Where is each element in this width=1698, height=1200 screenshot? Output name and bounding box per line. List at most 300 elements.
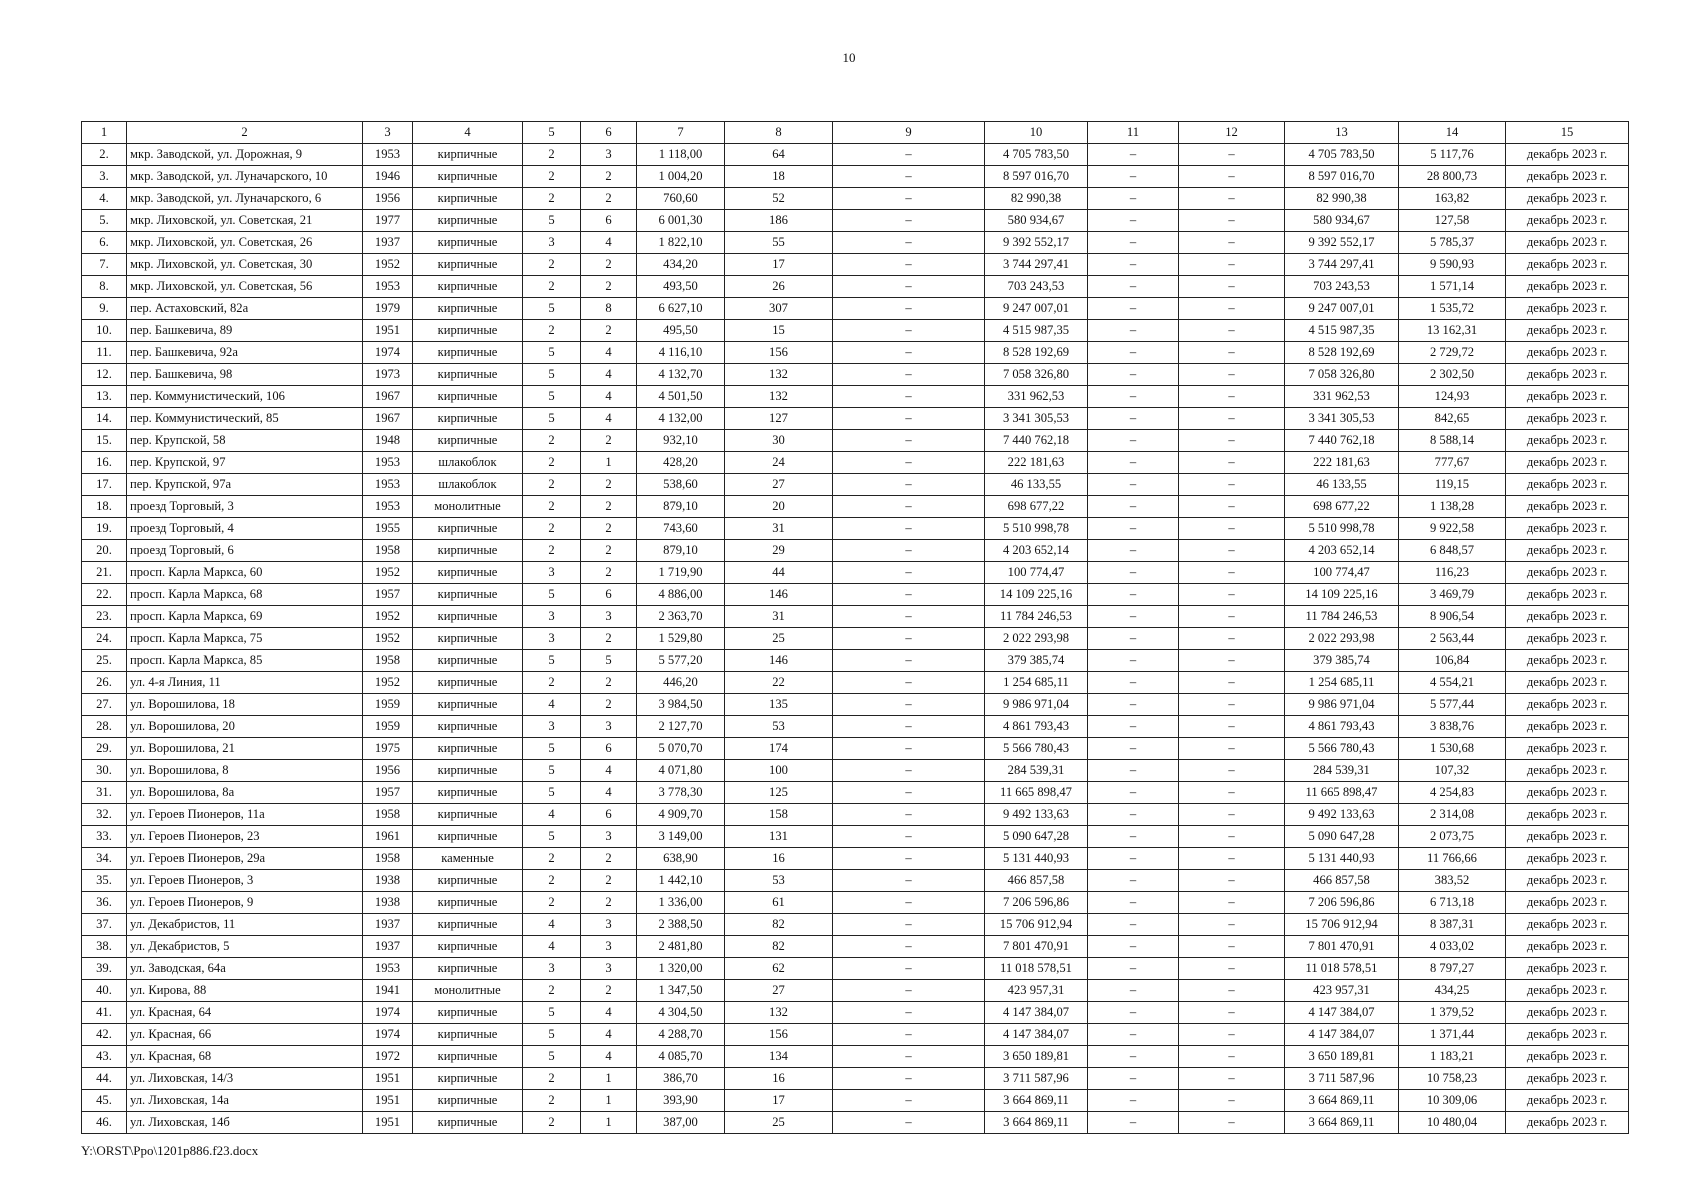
table-cell-col-6: 1 [581, 452, 637, 474]
table-row [82, 1068, 1629, 1090]
table-cell-col-14: 842,65 [1399, 408, 1506, 430]
table-cell-col-10: 4 203 652,14 [985, 540, 1088, 562]
table-cell-col-9: – [833, 364, 985, 386]
table-cell-col-10: 423 957,31 [985, 980, 1088, 1002]
table-cell-col-2: пер. Башкевича, 92а [127, 342, 363, 364]
table-cell-col-12: – [1179, 144, 1285, 166]
table-cell-col-11: – [1088, 584, 1179, 606]
table-cell-col-9: – [833, 826, 985, 848]
table-cell-col-10: 9 247 007,01 [985, 298, 1088, 320]
table-cell-col-9: – [833, 254, 985, 276]
table-cell-col-2: пер. Крупской, 97а [127, 474, 363, 496]
table-cell-col-10: 379 385,74 [985, 650, 1088, 672]
table-cell-col-14: 1 371,44 [1399, 1024, 1506, 1046]
table-cell-col-5: 2 [523, 144, 581, 166]
table-cell-col-7: 2 127,70 [637, 716, 725, 738]
table-cell-col-7: 1 320,00 [637, 958, 725, 980]
table-cell-col-11: – [1088, 628, 1179, 650]
table-cell-col-2: ул. Героев Пионеров, 29а [127, 848, 363, 870]
table-cell-col-6: 3 [581, 958, 637, 980]
table-cell-col-9: – [833, 584, 985, 606]
table-cell-col-4: кирпичные [413, 804, 523, 826]
table-cell-col-2: ул. Декабристов, 5 [127, 936, 363, 958]
table-cell-col-5: 2 [523, 1090, 581, 1112]
table-cell-col-4: кирпичные [413, 1024, 523, 1046]
table-cell-col-6: 6 [581, 210, 637, 232]
table-cell-col-4: монолитные [413, 980, 523, 1002]
table-cell-col-12: – [1179, 804, 1285, 826]
table-cell-col-13: 423 957,31 [1285, 980, 1399, 1002]
table-cell-col-1: 25. [82, 650, 127, 672]
table-cell-col-11: – [1088, 1090, 1179, 1112]
table-cell-col-7: 1 529,80 [637, 628, 725, 650]
table-cell-col-10: 7 206 596,86 [985, 892, 1088, 914]
table-cell-col-3: 1974 [363, 1002, 413, 1024]
table-cell-col-9: – [833, 232, 985, 254]
table-cell-col-15: декабрь 2023 г. [1506, 694, 1629, 716]
column-header-8: 8 [725, 122, 833, 144]
table-cell-col-7: 428,20 [637, 452, 725, 474]
table-cell-col-5: 5 [523, 584, 581, 606]
table-cell-col-14: 13 162,31 [1399, 320, 1506, 342]
table-cell-col-2: ул. Ворошилова, 8а [127, 782, 363, 804]
table-cell-col-2: проезд Торговый, 3 [127, 496, 363, 518]
table-cell-col-4: кирпичные [413, 914, 523, 936]
table-cell-col-5: 2 [523, 320, 581, 342]
table-cell-col-13: 9 247 007,01 [1285, 298, 1399, 320]
table-cell-col-13: 5 566 780,43 [1285, 738, 1399, 760]
table-cell-col-15: декабрь 2023 г. [1506, 298, 1629, 320]
table-cell-col-11: – [1088, 914, 1179, 936]
table-cell-col-1: 27. [82, 694, 127, 716]
table-cell-col-15: декабрь 2023 г. [1506, 342, 1629, 364]
table-cell-col-14: 777,67 [1399, 452, 1506, 474]
table-cell-col-2: просп. Карла Маркса, 85 [127, 650, 363, 672]
table-cell-col-4: кирпичные [413, 342, 523, 364]
table-cell-col-9: – [833, 672, 985, 694]
table-cell-col-14: 434,25 [1399, 980, 1506, 1002]
table-cell-col-14: 4 554,21 [1399, 672, 1506, 694]
table-cell-col-10: 331 962,53 [985, 386, 1088, 408]
table-cell-col-10: 7 058 326,80 [985, 364, 1088, 386]
table-cell-col-11: – [1088, 364, 1179, 386]
table-cell-col-2: просп. Карла Маркса, 60 [127, 562, 363, 584]
table-cell-col-2: мкр. Лиховской, ул. Советская, 56 [127, 276, 363, 298]
table-cell-col-12: – [1179, 320, 1285, 342]
table-row [82, 298, 1629, 320]
table-cell-col-9: – [833, 562, 985, 584]
table-cell-col-12: – [1179, 1112, 1285, 1134]
table-cell-col-3: 1957 [363, 782, 413, 804]
table-cell-col-2: пер. Коммунистический, 85 [127, 408, 363, 430]
table-cell-col-12: – [1179, 540, 1285, 562]
table-cell-col-15: декабрь 2023 г. [1506, 1090, 1629, 1112]
table-cell-col-9: – [833, 408, 985, 430]
page-number: 10 [842, 50, 856, 65]
table-cell-col-4: кирпичные [413, 562, 523, 584]
table-cell-col-8: 31 [725, 518, 833, 540]
table-cell-col-10: 3 664 869,11 [985, 1112, 1088, 1134]
table-cell-col-2: ул. Ворошилова, 20 [127, 716, 363, 738]
table-cell-col-11: – [1088, 232, 1179, 254]
table-cell-col-8: 158 [725, 804, 833, 826]
table-cell-col-15: декабрь 2023 г. [1506, 430, 1629, 452]
table-cell-col-2: просп. Карла Маркса, 75 [127, 628, 363, 650]
table-cell-col-2: ул. Заводская, 64а [127, 958, 363, 980]
table-cell-col-6: 6 [581, 804, 637, 826]
table-cell-col-1: 16. [82, 452, 127, 474]
table-row [82, 584, 1629, 606]
table-cell-col-8: 132 [725, 364, 833, 386]
table-cell-col-5: 2 [523, 452, 581, 474]
table-cell-col-14: 9 590,93 [1399, 254, 1506, 276]
table-row [82, 276, 1629, 298]
table-cell-col-1: 42. [82, 1024, 127, 1046]
table-cell-col-9: – [833, 386, 985, 408]
table-cell-col-11: – [1088, 848, 1179, 870]
table-cell-col-8: 146 [725, 584, 833, 606]
table-cell-col-10: 698 677,22 [985, 496, 1088, 518]
table-cell-col-5: 3 [523, 562, 581, 584]
table-cell-col-15: декабрь 2023 г. [1506, 958, 1629, 980]
table-cell-col-12: – [1179, 166, 1285, 188]
table-cell-col-12: – [1179, 826, 1285, 848]
table-cell-col-8: 16 [725, 848, 833, 870]
table-cell-col-6: 6 [581, 738, 637, 760]
table-cell-col-14: 163,82 [1399, 188, 1506, 210]
table-cell-col-2: пер. Крупской, 97 [127, 452, 363, 474]
table-row [82, 1046, 1629, 1068]
table-cell-col-9: – [833, 452, 985, 474]
table-cell-col-4: кирпичные [413, 782, 523, 804]
table-cell-col-4: кирпичные [413, 232, 523, 254]
table-cell-col-13: 7 206 596,86 [1285, 892, 1399, 914]
table-cell-col-1: 5. [82, 210, 127, 232]
table-cell-col-8: 174 [725, 738, 833, 760]
table-cell-col-9: – [833, 606, 985, 628]
column-header-7: 7 [637, 122, 725, 144]
table-cell-col-15: декабрь 2023 г. [1506, 386, 1629, 408]
table-cell-col-14: 5 577,44 [1399, 694, 1506, 716]
table-cell-col-7: 1 822,10 [637, 232, 725, 254]
table-cell-col-5: 5 [523, 650, 581, 672]
table-cell-col-12: – [1179, 628, 1285, 650]
table-cell-col-11: – [1088, 738, 1179, 760]
table-cell-col-4: кирпичные [413, 518, 523, 540]
table-cell-col-14: 2 073,75 [1399, 826, 1506, 848]
table-cell-col-5: 2 [523, 1068, 581, 1090]
table-cell-col-5: 2 [523, 1112, 581, 1134]
table-cell-col-8: 156 [725, 1024, 833, 1046]
table-cell-col-6: 3 [581, 826, 637, 848]
column-header-2: 2 [127, 122, 363, 144]
table-cell-col-13: 14 109 225,16 [1285, 584, 1399, 606]
table-cell-col-2: ул. Красная, 66 [127, 1024, 363, 1046]
table-cell-col-9: – [833, 144, 985, 166]
table-cell-col-10: 5 131 440,93 [985, 848, 1088, 870]
table-cell-col-3: 1959 [363, 716, 413, 738]
table-cell-col-9: – [833, 210, 985, 232]
table-cell-col-15: декабрь 2023 г. [1506, 628, 1629, 650]
table-cell-col-2: проезд Торговый, 4 [127, 518, 363, 540]
table-cell-col-3: 1955 [363, 518, 413, 540]
table-cell-col-9: – [833, 1068, 985, 1090]
table-cell-col-13: 46 133,55 [1285, 474, 1399, 496]
table-cell-col-11: – [1088, 496, 1179, 518]
table-cell-col-7: 2 363,70 [637, 606, 725, 628]
table-cell-col-15: декабрь 2023 г. [1506, 452, 1629, 474]
table-cell-col-15: декабрь 2023 г. [1506, 518, 1629, 540]
table-row [82, 408, 1629, 430]
table-cell-col-10: 3 744 297,41 [985, 254, 1088, 276]
table-cell-col-12: – [1179, 1090, 1285, 1112]
table-cell-col-9: – [833, 804, 985, 826]
table-cell-col-7: 4 132,70 [637, 364, 725, 386]
table-cell-col-4: кирпичные [413, 958, 523, 980]
table-cell-col-12: – [1179, 188, 1285, 210]
table-cell-col-11: – [1088, 1024, 1179, 1046]
table-cell-col-6: 4 [581, 342, 637, 364]
table-cell-col-12: – [1179, 452, 1285, 474]
table-cell-col-4: шлакоблок [413, 452, 523, 474]
table-row [82, 188, 1629, 210]
table-cell-col-6: 3 [581, 716, 637, 738]
table-cell-col-7: 1 347,50 [637, 980, 725, 1002]
table-cell-col-3: 1972 [363, 1046, 413, 1068]
table-cell-col-11: – [1088, 1068, 1179, 1090]
table-row [82, 166, 1629, 188]
table-cell-col-13: 7 801 470,91 [1285, 936, 1399, 958]
table-cell-col-13: 703 243,53 [1285, 276, 1399, 298]
table-cell-col-5: 2 [523, 540, 581, 562]
table-cell-col-7: 879,10 [637, 496, 725, 518]
table-cell-col-8: 17 [725, 1090, 833, 1112]
table-cell-col-14: 116,23 [1399, 562, 1506, 584]
table-cell-col-2: ул. Героев Пионеров, 3 [127, 870, 363, 892]
table-cell-col-4: кирпичные [413, 1112, 523, 1134]
table-cell-col-4: кирпичные [413, 826, 523, 848]
table-cell-col-1: 30. [82, 760, 127, 782]
table-cell-col-1: 26. [82, 672, 127, 694]
table-cell-col-14: 5 785,37 [1399, 232, 1506, 254]
table-cell-col-6: 4 [581, 364, 637, 386]
table-cell-col-11: – [1088, 320, 1179, 342]
table-cell-col-7: 3 778,30 [637, 782, 725, 804]
table-row [82, 210, 1629, 232]
table-cell-col-7: 3 984,50 [637, 694, 725, 716]
table-cell-col-1: 12. [82, 364, 127, 386]
table-cell-col-6: 2 [581, 320, 637, 342]
table-cell-col-5: 2 [523, 188, 581, 210]
table-cell-col-13: 5 510 998,78 [1285, 518, 1399, 540]
table-cell-col-8: 29 [725, 540, 833, 562]
table-cell-col-6: 2 [581, 628, 637, 650]
table-cell-col-9: – [833, 276, 985, 298]
table-cell-col-2: ул. Декабристов, 11 [127, 914, 363, 936]
table-row [82, 342, 1629, 364]
table-cell-col-1: 24. [82, 628, 127, 650]
table-cell-col-11: – [1088, 804, 1179, 826]
table-row [82, 1112, 1629, 1134]
table-row [82, 738, 1629, 760]
table-row [82, 914, 1629, 936]
table-cell-col-14: 2 729,72 [1399, 342, 1506, 364]
table-cell-col-15: декабрь 2023 г. [1506, 144, 1629, 166]
table-cell-col-1: 2. [82, 144, 127, 166]
table-cell-col-13: 4 147 384,07 [1285, 1002, 1399, 1024]
table-cell-col-13: 331 962,53 [1285, 386, 1399, 408]
table-row [82, 364, 1629, 386]
table-row [82, 694, 1629, 716]
table-cell-col-12: – [1179, 364, 1285, 386]
table-cell-col-3: 1973 [363, 364, 413, 386]
table-cell-col-7: 4 116,10 [637, 342, 725, 364]
column-header-12: 12 [1179, 122, 1285, 144]
table-cell-col-11: – [1088, 694, 1179, 716]
table-cell-col-14: 8 906,54 [1399, 606, 1506, 628]
table-cell-col-6: 8 [581, 298, 637, 320]
table-cell-col-4: кирпичные [413, 1002, 523, 1024]
table-cell-col-14: 3 838,76 [1399, 716, 1506, 738]
table-cell-col-13: 4 515 987,35 [1285, 320, 1399, 342]
table-cell-col-5: 4 [523, 914, 581, 936]
table-cell-col-9: – [833, 760, 985, 782]
table-cell-col-15: декабрь 2023 г. [1506, 540, 1629, 562]
table-cell-col-5: 2 [523, 848, 581, 870]
table-cell-col-1: 3. [82, 166, 127, 188]
table-cell-col-3: 1952 [363, 606, 413, 628]
table-cell-col-15: декабрь 2023 г. [1506, 870, 1629, 892]
table-cell-col-2: проезд Торговый, 6 [127, 540, 363, 562]
table-cell-col-7: 1 336,00 [637, 892, 725, 914]
table-cell-col-2: ул. Кирова, 88 [127, 980, 363, 1002]
table-cell-col-4: кирпичные [413, 298, 523, 320]
table-cell-col-15: декабрь 2023 г. [1506, 188, 1629, 210]
table-cell-col-15: декабрь 2023 г. [1506, 782, 1629, 804]
table-cell-col-1: 14. [82, 408, 127, 430]
table-cell-col-2: ул. Героев Пионеров, 11а [127, 804, 363, 826]
table-cell-col-8: 17 [725, 254, 833, 276]
housing-register-table [81, 121, 1629, 1134]
table-cell-col-3: 1967 [363, 386, 413, 408]
table-cell-col-14: 8 797,27 [1399, 958, 1506, 980]
table-cell-col-9: – [833, 914, 985, 936]
table-cell-col-3: 1959 [363, 694, 413, 716]
table-cell-col-12: – [1179, 914, 1285, 936]
table-cell-col-8: 31 [725, 606, 833, 628]
table-cell-col-10: 8 528 192,69 [985, 342, 1088, 364]
table-row [82, 254, 1629, 276]
table-cell-col-5: 2 [523, 870, 581, 892]
table-cell-col-10: 4 861 793,43 [985, 716, 1088, 738]
table-cell-col-11: – [1088, 254, 1179, 276]
table-cell-col-1: 4. [82, 188, 127, 210]
table-cell-col-7: 386,70 [637, 1068, 725, 1090]
table-cell-col-11: – [1088, 716, 1179, 738]
table-cell-col-4: кирпичные [413, 694, 523, 716]
table-cell-col-9: – [833, 980, 985, 1002]
table-cell-col-13: 11 784 246,53 [1285, 606, 1399, 628]
table-cell-col-2: ул. Героев Пионеров, 9 [127, 892, 363, 914]
table-cell-col-1: 36. [82, 892, 127, 914]
table-cell-col-11: – [1088, 958, 1179, 980]
table-cell-col-14: 3 469,79 [1399, 584, 1506, 606]
column-header-3: 3 [363, 122, 413, 144]
table-cell-col-9: – [833, 298, 985, 320]
table-cell-col-5: 5 [523, 364, 581, 386]
column-header-6: 6 [581, 122, 637, 144]
table-cell-col-13: 3 744 297,41 [1285, 254, 1399, 276]
table-row [82, 958, 1629, 980]
table-cell-col-15: декабрь 2023 г. [1506, 650, 1629, 672]
table-cell-col-13: 8 597 016,70 [1285, 166, 1399, 188]
table-cell-col-8: 25 [725, 628, 833, 650]
table-cell-col-13: 8 528 192,69 [1285, 342, 1399, 364]
table-cell-col-15: декабрь 2023 г. [1506, 584, 1629, 606]
table-cell-col-15: декабрь 2023 г. [1506, 276, 1629, 298]
table-cell-col-9: – [833, 738, 985, 760]
table-cell-col-13: 3 664 869,11 [1285, 1090, 1399, 1112]
table-cell-col-9: – [833, 892, 985, 914]
table-cell-col-2: мкр. Лиховской, ул. Советская, 30 [127, 254, 363, 276]
table-cell-col-6: 2 [581, 892, 637, 914]
table-cell-col-13: 9 492 133,63 [1285, 804, 1399, 826]
table-cell-col-14: 4 033,02 [1399, 936, 1506, 958]
table-cell-col-1: 6. [82, 232, 127, 254]
table-cell-col-3: 1937 [363, 914, 413, 936]
table-cell-col-5: 5 [523, 738, 581, 760]
table-cell-col-15: декабрь 2023 г. [1506, 474, 1629, 496]
table-cell-col-5: 5 [523, 1002, 581, 1024]
table-cell-col-7: 1 004,20 [637, 166, 725, 188]
table-cell-col-14: 8 588,14 [1399, 430, 1506, 452]
table-cell-col-15: декабрь 2023 г. [1506, 496, 1629, 518]
table-cell-col-10: 284 539,31 [985, 760, 1088, 782]
table-cell-col-3: 1967 [363, 408, 413, 430]
table-body [82, 144, 1629, 1134]
table-cell-col-6: 3 [581, 936, 637, 958]
table-cell-col-12: – [1179, 672, 1285, 694]
table-cell-col-15: декабрь 2023 г. [1506, 914, 1629, 936]
table-cell-col-12: – [1179, 694, 1285, 716]
table-cell-col-3: 1979 [363, 298, 413, 320]
column-header-1: 1 [82, 122, 127, 144]
table-cell-col-13: 100 774,47 [1285, 562, 1399, 584]
table-cell-col-5: 2 [523, 166, 581, 188]
table-cell-col-13: 4 147 384,07 [1285, 1024, 1399, 1046]
table-cell-col-15: декабрь 2023 г. [1506, 408, 1629, 430]
table-row [82, 232, 1629, 254]
table-cell-col-13: 4 203 652,14 [1285, 540, 1399, 562]
table-cell-col-12: – [1179, 650, 1285, 672]
table-cell-col-7: 4 909,70 [637, 804, 725, 826]
table-cell-col-14: 1 571,14 [1399, 276, 1506, 298]
table-cell-col-6: 4 [581, 1046, 637, 1068]
table-cell-col-3: 1953 [363, 452, 413, 474]
table-cell-col-14: 6 713,18 [1399, 892, 1506, 914]
table-cell-col-3: 1946 [363, 166, 413, 188]
column-header-15: 15 [1506, 122, 1629, 144]
table-cell-col-5: 2 [523, 892, 581, 914]
table-cell-col-14: 2 563,44 [1399, 628, 1506, 650]
table-cell-col-3: 1951 [363, 1112, 413, 1134]
table-cell-col-7: 4 886,00 [637, 584, 725, 606]
table-cell-col-11: – [1088, 188, 1179, 210]
table-cell-col-10: 46 133,55 [985, 474, 1088, 496]
table-cell-col-8: 100 [725, 760, 833, 782]
table-cell-col-6: 2 [581, 166, 637, 188]
table-cell-col-1: 20. [82, 540, 127, 562]
